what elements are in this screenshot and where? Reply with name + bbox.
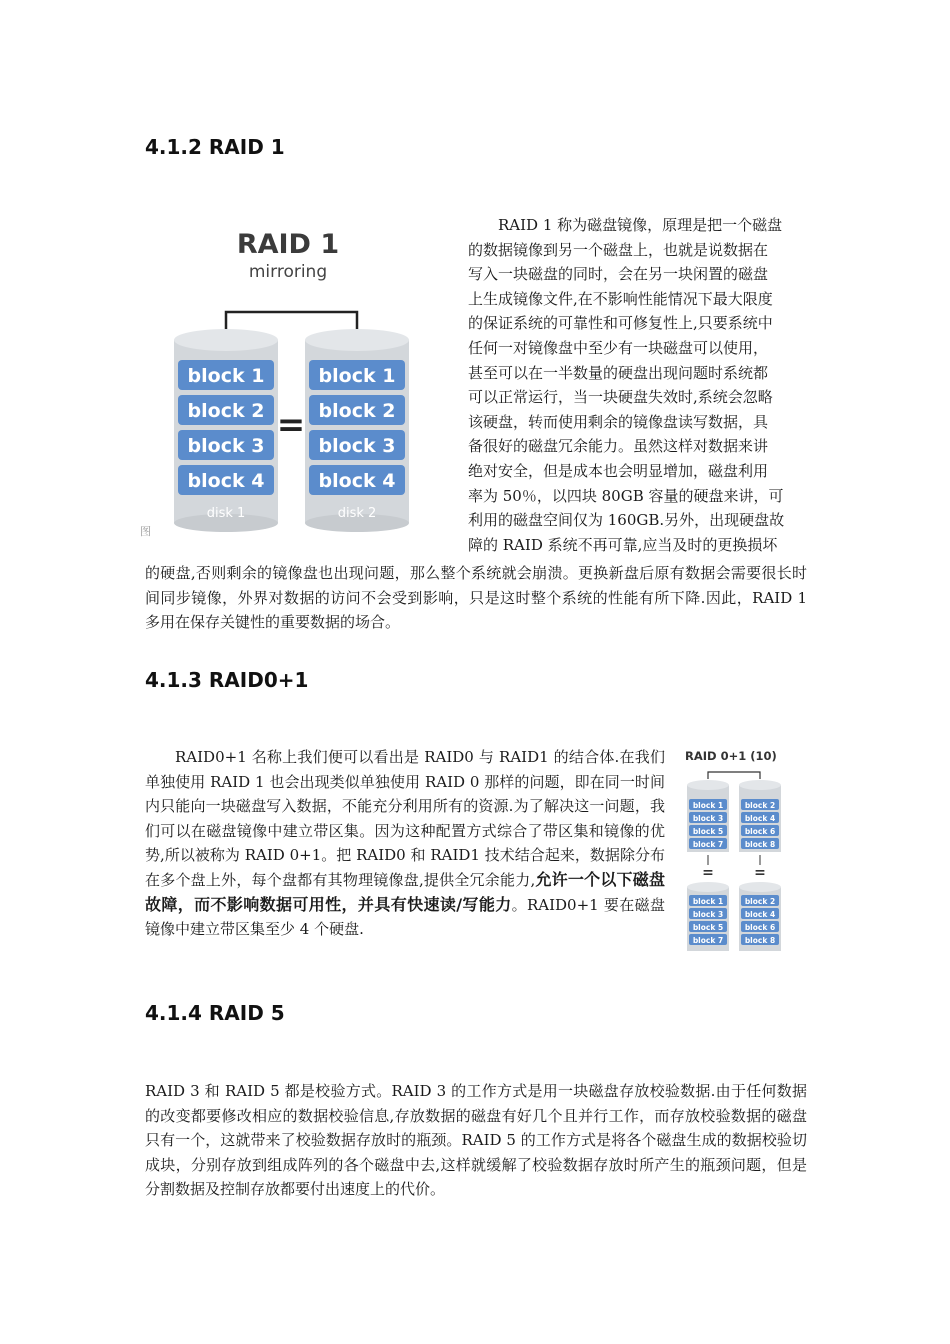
raid5-paragraph: RAID 3 和 RAID 5 都是校验方式。RAID 3 的工作方式是用一块磁盘存放校验数据.由于任何数据的改变都要修改相应的数据校验信息,存放数据的磁盘有好几个且并行工作，而存放校验数据的磁盘只有一个，这就带来了校验数据存放时的瓶颈。RAID 5 的工作方式是将各个磁盘生成的数据校验切成块，分别存放到组成阵列的各个磁盘中去,这样就缓解了校验数据存放时所产生的瓶颈问题，但是分割数据及控制存放都要付出速度上的代价。 (145, 1082, 807, 1199)
raid01-fig-title: RAID 0+1 (10) (685, 749, 777, 763)
raid01-top-left-disk (687, 780, 729, 852)
disk2-block-4: block 4 (318, 470, 396, 492)
equals-sign: = (276, 405, 306, 445)
raid1-para-line: 的保证系统的可靠性和可修复性上,只要系统中 (468, 314, 773, 333)
raid01-bl-block-2: block 3 (692, 910, 724, 919)
raid1-para-line: 写入一块磁盘的同时，会在另一块闲置的磁盘 (468, 265, 769, 284)
raid01-paragraph (145, 745, 665, 942)
caption-mark: 图 (140, 525, 151, 538)
raid01-equals-right: = (754, 865, 766, 881)
raid1-wrapped-paragraph (468, 213, 806, 557)
raid1-para-line: 上生成镜像文件,在不影响性能情况下最大限度 (468, 289, 773, 308)
raid1-para-line: 率为 50％，以四块 80GB 容量的硬盘来讲，可 (468, 486, 784, 505)
raid1-para-line: 甚至可以在一半数量的硬盘出现问题时系统都 (468, 363, 769, 382)
disk2-label: disk 2 (337, 506, 377, 521)
raid01-tl-block-2: block 3 (692, 814, 724, 823)
raid01-bl-block-1: block 1 (692, 897, 724, 906)
heading-raid01: 4.1.3 RAID0+1 (145, 668, 309, 692)
disk1-block-1: block 1 (187, 365, 265, 387)
raid01-para-bold: 允许一个以下磁盘故障，而不影响数据可用性，并具有快速读/写能力 (145, 869, 665, 914)
raid01-tl-block-4: block 7 (692, 840, 724, 849)
raid01-bl-block-3: block 5 (692, 923, 724, 932)
raid1-figure (138, 215, 456, 545)
raid01-equals-left: = (702, 865, 714, 881)
raid01-para-start: RAID0+1 名称上我们便可以看出是 RAID0 与 RAID1 的结合体.在我们单独使用 RAID 1 也会出现类似单独使用 RAID 0 那样的问题，即在同一时间内只能向一块磁盘写入数据，不能充分利用所有的资源.为了解决这一问题，我们可以在磁盘镜像中建立带区集。因为这种配置方式综合了带区集和镜像的优势,所以被称为 RAID 0+1。把 RAID0 和 RAID1 技术结合起来，数据除分布在多个盘上外，每个盘都有其物理镜像盘,提供全冗余能力, (145, 748, 665, 889)
raid01-top-right-disk (739, 780, 781, 852)
heading-raid1: 4.1.2 RAID 1 (145, 135, 285, 159)
raid01-br-block-1: block 2 (744, 897, 776, 906)
raid1-para-line: 任何一对镜像盘中至少有一块磁盘可以使用， (468, 338, 769, 357)
raid01-diagram (683, 745, 805, 955)
raid1-para-line: 的数据镜像到另一个磁盘上，也就是说数据在 (468, 240, 769, 259)
raid1-para-line: 该硬盘，转而使用剩余的镜像盘读写数据，具 (468, 412, 769, 431)
disk-2 (305, 329, 409, 532)
raid1-paragraph-tail: 的硬盘,否则剩余的镜像盘也出现问题，那么整个系统就会崩溃。更换新盘后原有数据会需要很长时间同步镜像，外界对数据的访问不会受到影响，只是这时整个系统的性能有所下降.因此，RAID 1 多用在保存关键性的重要数据的场合。 (145, 564, 807, 632)
disk-1 (174, 329, 278, 532)
raid01-figure (683, 745, 805, 955)
disk2-block-3: block 3 (318, 435, 396, 457)
disk1-block-3: block 3 (187, 435, 265, 457)
raid01-tl-block-3: block 5 (692, 827, 724, 836)
raid01-bottom-right-disk (739, 882, 781, 951)
raid01-br-block-2: block 4 (744, 910, 776, 919)
disk1-block-2: block 2 (187, 400, 265, 422)
heading-raid5: 4.1.4 RAID 5 (145, 1001, 285, 1025)
disk2-block-2: block 2 (318, 400, 396, 422)
raid01-tr-block-2: block 4 (744, 814, 776, 823)
raid01-br-block-4: block 8 (744, 936, 776, 945)
disk1-label: disk 1 (206, 506, 246, 521)
disk1-block-4: block 4 (187, 470, 265, 492)
raid01-tr-block-4: block 8 (744, 840, 776, 849)
raid1-para-line: 障的 RAID 系统不再可靠,应当及时的更换损坏 (468, 535, 778, 554)
raid01-br-block-3: block 6 (744, 923, 776, 932)
raid1-para-line: RAID 1 称为磁盘镜像，原理是把一个磁盘 (498, 216, 783, 234)
raid1-diagram (138, 215, 456, 545)
raid01-bottom-left-disk (687, 882, 729, 951)
raid01-bl-block-4: block 7 (692, 936, 724, 945)
raid01-para-end: 。RAID0+1 要在磁盘镜像中建立带区集至少 4 个硬盘. (145, 895, 665, 939)
raid1-para-line: 可以正常运行，当一块硬盘失效时,系统会忽略 (468, 388, 773, 407)
raid1-fig-subtitle: mirroring (248, 262, 328, 282)
raid1-para-line: 备很好的磁盘冗余能力。虽然这样对数据来讲 (468, 437, 769, 456)
disk2-block-1: block 1 (318, 365, 396, 387)
raid1-para-line: 绝对安全，但是成本也会明显增加，磁盘利用 (468, 461, 769, 480)
raid01-tl-block-1: block 1 (692, 801, 724, 810)
raid01-tr-block-3: block 6 (744, 827, 776, 836)
raid1-fig-title: RAID 1 (236, 229, 340, 260)
raid01-tr-block-1: block 2 (744, 801, 776, 810)
raid1-para-line: 利用的磁盘空间仅为 160GB.另外，出现硬盘故 (468, 511, 785, 530)
